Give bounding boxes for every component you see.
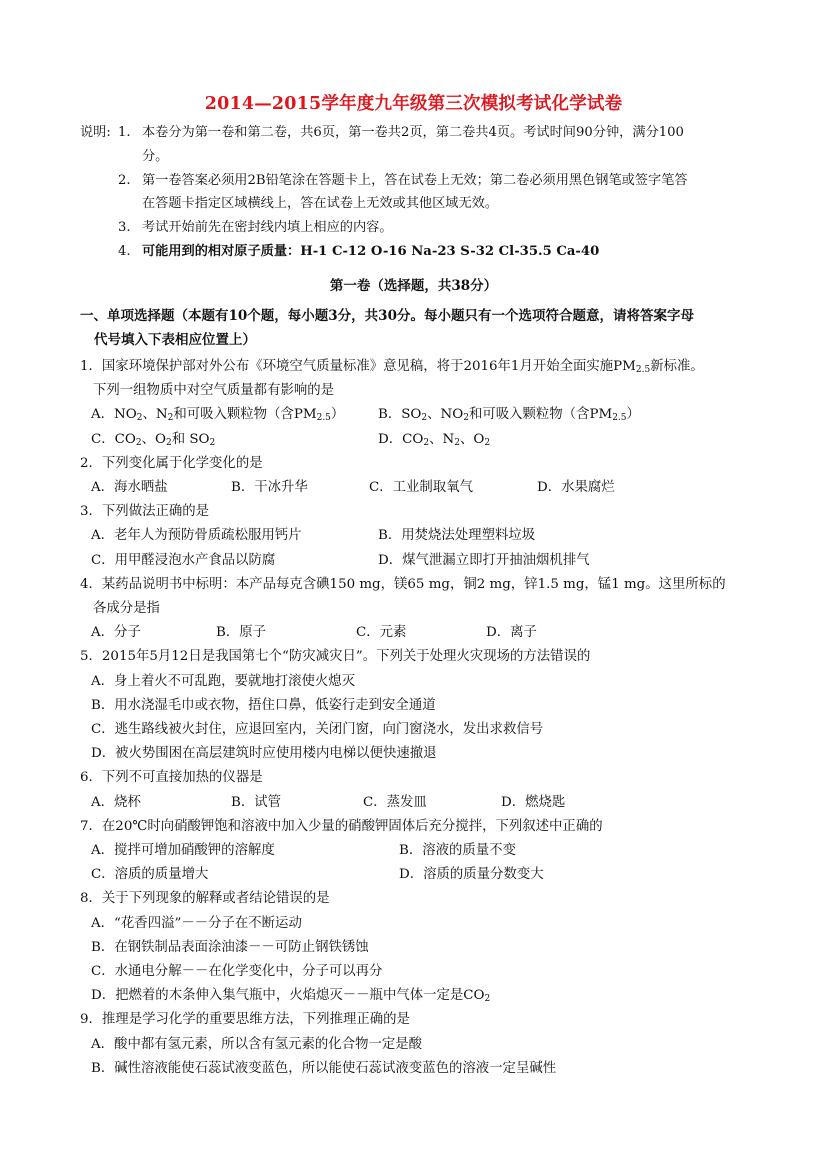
question-2: 2．下列变化属于化学变化的是 bbox=[80, 455, 263, 471]
question-4-options bbox=[80, 621, 780, 645]
question-5: 5．2015年5月12日是我国第七个“防灾减灾日”。下列关于处理火灾现场的方法错误的 bbox=[80, 649, 591, 665]
section-heading: 一、单项选择题（本题有10个题，每小题3分，共30分。每小题只有一个选项符合题意，请将答案字母 代号填入下表相应位置上） bbox=[80, 308, 694, 348]
option-b: B．在钢铁制品表面涂油漆－－可防止钢铁锈蚀 bbox=[91, 939, 369, 955]
instruction-2: 2. 第一卷答案必须用2B铅笔涂在答题卡上，答在试卷上无效；第二卷必须用黑色钢笔或签字笔答 bbox=[118, 172, 688, 188]
option-b: B．溶液的质量不变 bbox=[399, 843, 516, 859]
option-b: B．原子 bbox=[216, 625, 267, 641]
questions bbox=[80, 355, 780, 1081]
option-c: C．逃生路线被火封住，应退回室内，关闭门窗，向门窗浇水，发出求救信号 bbox=[91, 722, 544, 738]
option-c: C．溶质的质量增大 bbox=[91, 867, 209, 883]
option-a: A．搅拌可增加硝酸钾的溶解度 bbox=[91, 843, 275, 859]
question-3: 3．下列做法正确的是 bbox=[80, 504, 210, 520]
option-a: A．烧杯 bbox=[91, 794, 141, 810]
option-d: D．溶质的质量分数变大 bbox=[399, 867, 544, 883]
option-d: D．水果腐烂 bbox=[537, 480, 615, 496]
option-a: A．身上着火不可乱跑，要就地打滚使火熄灭 bbox=[91, 673, 356, 689]
option-c: C．用甲醛浸泡水产食品以防腐 bbox=[91, 552, 276, 568]
option-b: B．碱性溶液能使石蕊试液变蓝色，所以能使石蕊试液变蓝色的溶液一定呈碱性 bbox=[91, 1060, 557, 1076]
question-1-options-cd bbox=[80, 428, 780, 452]
option-c: C．水通电分解－－在化学变化中，分子可以再分 bbox=[91, 964, 383, 980]
option-d: D．离子 bbox=[486, 625, 537, 641]
question-9: 9．推理是学习化学的重要思维方法，下列推理正确的是 bbox=[80, 1012, 410, 1028]
question-7: 7．在20℃时向硝酸钾饱和溶液中加入少量的硝酸钾固体后充分搅拌，下列叙述中正确的 bbox=[80, 818, 603, 834]
question-6: 6．下列不可直接加热的仪器是 bbox=[80, 770, 263, 786]
question-3-options-cd bbox=[80, 549, 780, 573]
instruction-4: 4. 可能用到的相对原子质量：H-1 C-12 O-16 Na-23 S-32 Cl-35.5 Ca-40 bbox=[118, 243, 600, 259]
question-4: 4．某药品说明书中标明：本产品每克含碘150 mg，镁65 mg，铜2 mg，锌1.5 mg，锰1 mg。这里所标的 bbox=[80, 576, 726, 592]
instruction-1-cont: 分。 bbox=[142, 148, 169, 164]
question-4-cont: 各成分是指 bbox=[93, 601, 160, 617]
option-c: C．$CO_2$、$O_2$和 $SO_2$ bbox=[91, 431, 216, 448]
question-1: 1．国家环境保护部对外公布《环境空气质量标准》意见稿，将于2016年1月开始全面实施$PM_{2.5}$新标准。 bbox=[80, 359, 704, 375]
option-d: D．燃烧匙 bbox=[501, 794, 566, 810]
option-a: A．海水晒盐 bbox=[91, 480, 168, 496]
instruction-2-cont: 在答题卡指定区域横线上，答在试卷上无效或其他区域无效。 bbox=[142, 196, 499, 212]
option-c: C．工业制取氧气 bbox=[369, 480, 473, 496]
option-c: C．蒸发皿 bbox=[363, 794, 427, 810]
option-a: A．“花香四溢”－－分子在不断运动 bbox=[91, 915, 302, 931]
option-d: D．被火势围困在高层建筑时应使用楼内电梯以便快速撤退 bbox=[91, 746, 437, 762]
instructions-lead: 说明: bbox=[80, 125, 111, 140]
question-2-options bbox=[80, 476, 780, 500]
question-6-options bbox=[80, 791, 780, 815]
question-7-options-ab bbox=[80, 839, 780, 863]
option-a: A．$NO_2$、$N_2$和可吸入颗粒物（含$PM_{2.5}$） bbox=[91, 407, 345, 424]
option-b: B．试管 bbox=[231, 794, 282, 810]
option-b: B．用水浇湿毛巾或衣物，捂住口鼻，低姿行走到安全通道 bbox=[91, 697, 436, 713]
exam-title: 2014—2015学年度九年级第三次模拟考试化学试卷 bbox=[204, 94, 623, 114]
instruction-1: 说明: 1. 本卷分为第一卷和第二卷，共6页，第一卷共2页，第二卷共4页。考试时间90分钟，满分100 bbox=[80, 121, 780, 145]
option-b: B．$SO_2$、$NO_2$和可吸入颗粒物（含$PM_{2.5}$） bbox=[378, 407, 640, 424]
option-b: B．用焚烧法处理塑料垃圾 bbox=[378, 528, 536, 544]
instruction-3: 3. 考试开始前先在密封线内填上相应的内容。 bbox=[118, 220, 393, 236]
option-d: D．$CO_2$、$N_2$、$O_2$ bbox=[378, 431, 491, 448]
question-7-options-cd bbox=[80, 863, 780, 887]
option-d: D．煤气泄漏立即打开抽油烟机排气 bbox=[378, 552, 590, 568]
question-8: 8．关于下列现象的解释或者结论错误的是 bbox=[80, 891, 330, 907]
question-3-options-ab bbox=[80, 524, 780, 548]
volume-title: 第一卷（选择题，共38分） bbox=[329, 278, 498, 294]
option-a: A．分子 bbox=[91, 625, 141, 641]
question-1-options-ab bbox=[80, 403, 780, 427]
option-c: C．元素 bbox=[356, 625, 407, 641]
question-1-cont: 下列一组物质中对空气质量都有影响的是 bbox=[93, 383, 335, 399]
option-d: D．把燃着的木条伸入集气瓶中，火焰熄灭－－瓶中气体一定是$CO_2$ bbox=[91, 988, 491, 1005]
option-b: B．干冰升华 bbox=[231, 480, 308, 496]
instructions bbox=[80, 121, 780, 264]
option-a: A．老年人为预防骨质疏松服用钙片 bbox=[91, 528, 302, 544]
option-a: A．酸中都有氢元素，所以含有氢元素的化合物一定是酸 bbox=[91, 1036, 423, 1052]
